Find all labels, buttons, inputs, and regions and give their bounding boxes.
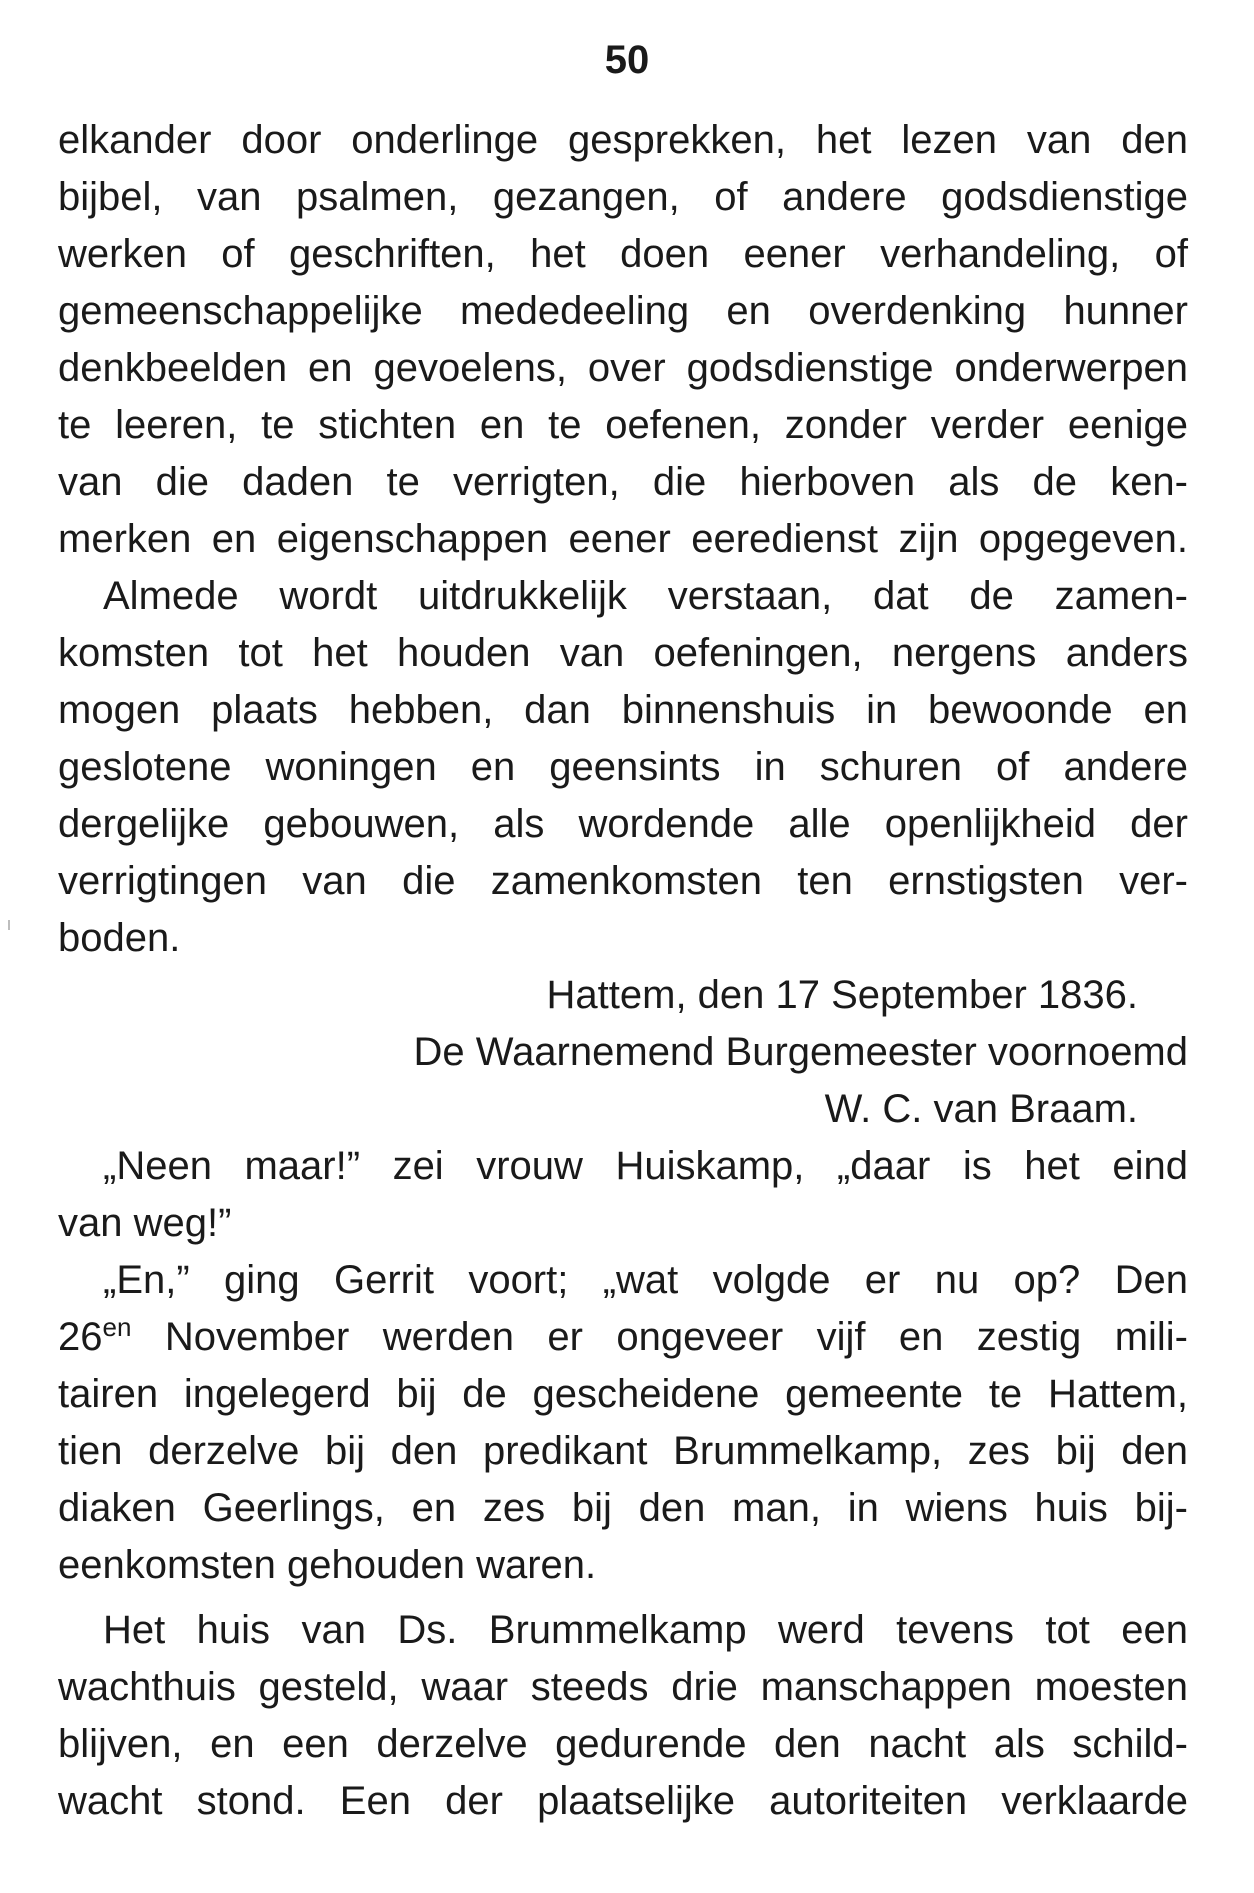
text-line: merken en eigenschappen eener eeredienst zijn opgegeven.: [58, 517, 1188, 561]
text-line: dergelijke gebouwen, als wordende alle openlijkheid der: [58, 802, 1188, 846]
paragraph-1: [58, 112, 1188, 568]
text-line: eenkomsten gehouden waren.: [58, 1543, 597, 1587]
text-line: verrigtingen van die zamenkomsten ten ernstigsten ver-: [58, 859, 1188, 903]
text-line: werken of geschriften, het doen eener verhandeling, of: [58, 232, 1188, 276]
text-line: „En,” ging Gerrit voort; „wat volgde er nu op? Den: [103, 1258, 1188, 1302]
signature-name: W. C. van Braam.: [824, 1087, 1138, 1131]
paragraph-2: [58, 568, 1188, 967]
text-line-with-superscript: [58, 1309, 1188, 1366]
text-line: denkbeelden en gevoelens, over godsdienstige onderwerpen: [58, 346, 1188, 390]
text-line: komsten tot het houden van oefeningen, nergens anders: [58, 631, 1188, 675]
paragraph-4: [58, 1252, 1188, 1594]
text-line: geslotene woningen en geensints in schuren of andere: [58, 745, 1188, 789]
text-line: mogen plaats hebben, dan binnenshuis in bewoonde en: [58, 688, 1188, 732]
text-line: Het huis van Ds. Brummelkamp werd tevens tot een: [103, 1608, 1188, 1652]
paragraph-3: [58, 1138, 1188, 1252]
date-rest: November werden er ongeveer vijf en zestig mili-: [131, 1315, 1188, 1359]
text-line: van weg!”: [58, 1201, 232, 1245]
signature-block: [58, 967, 1188, 1138]
text-line: tairen ingelegerd bij de gescheidene gemeente te Hattem,: [58, 1372, 1188, 1416]
text-line: diaken Geerlings, en zes bij den man, in wiens huis bij-: [58, 1486, 1188, 1530]
text-line: „Neen maar!” zei vrouw Huiskamp, „daar is het eind: [103, 1144, 1188, 1188]
text-line: bijbel, van psalmen, gezangen, of andere godsdienstige: [58, 175, 1188, 219]
text-line: te leeren, te stichten en te oefenen, zonder verder eenige: [58, 403, 1188, 447]
paragraph-5: [58, 1602, 1188, 1830]
date-superscript: en: [102, 1312, 132, 1342]
text-line: Almede wordt uitdrukkelijk verstaan, dat de zamen-: [103, 574, 1188, 618]
text-line: gemeenschappelijke mededeeling en overdenking hunner: [58, 289, 1188, 333]
body-text: [58, 112, 1188, 1830]
text-line: van die daden te verrigten, die hierboven als de ken-: [58, 460, 1188, 504]
text-line: elkander door onderlinge gesprekken, het lezen van den: [58, 118, 1188, 162]
text-line: blijven, en een derzelve gedurende den nacht als schild-: [58, 1722, 1188, 1766]
page-number: 50: [604, 38, 650, 82]
signature-place-date: Hattem, den 17 September 1836.: [546, 973, 1138, 1017]
text-line: wachthuis gesteld, waar steeds drie manschappen moesten: [58, 1665, 1188, 1709]
text-line: tien derzelve bij den predikant Brummelkamp, zes bij den: [58, 1429, 1188, 1473]
text-line: boden.: [58, 916, 181, 960]
margin-mark: [8, 920, 10, 930]
date-number: 26: [58, 1315, 103, 1359]
text-line: wacht stond. Een der plaatselijke autoriteiten verklaarde: [58, 1779, 1188, 1823]
signature-office: De Waarnemend Burgemeester voornoemd: [413, 1030, 1188, 1074]
